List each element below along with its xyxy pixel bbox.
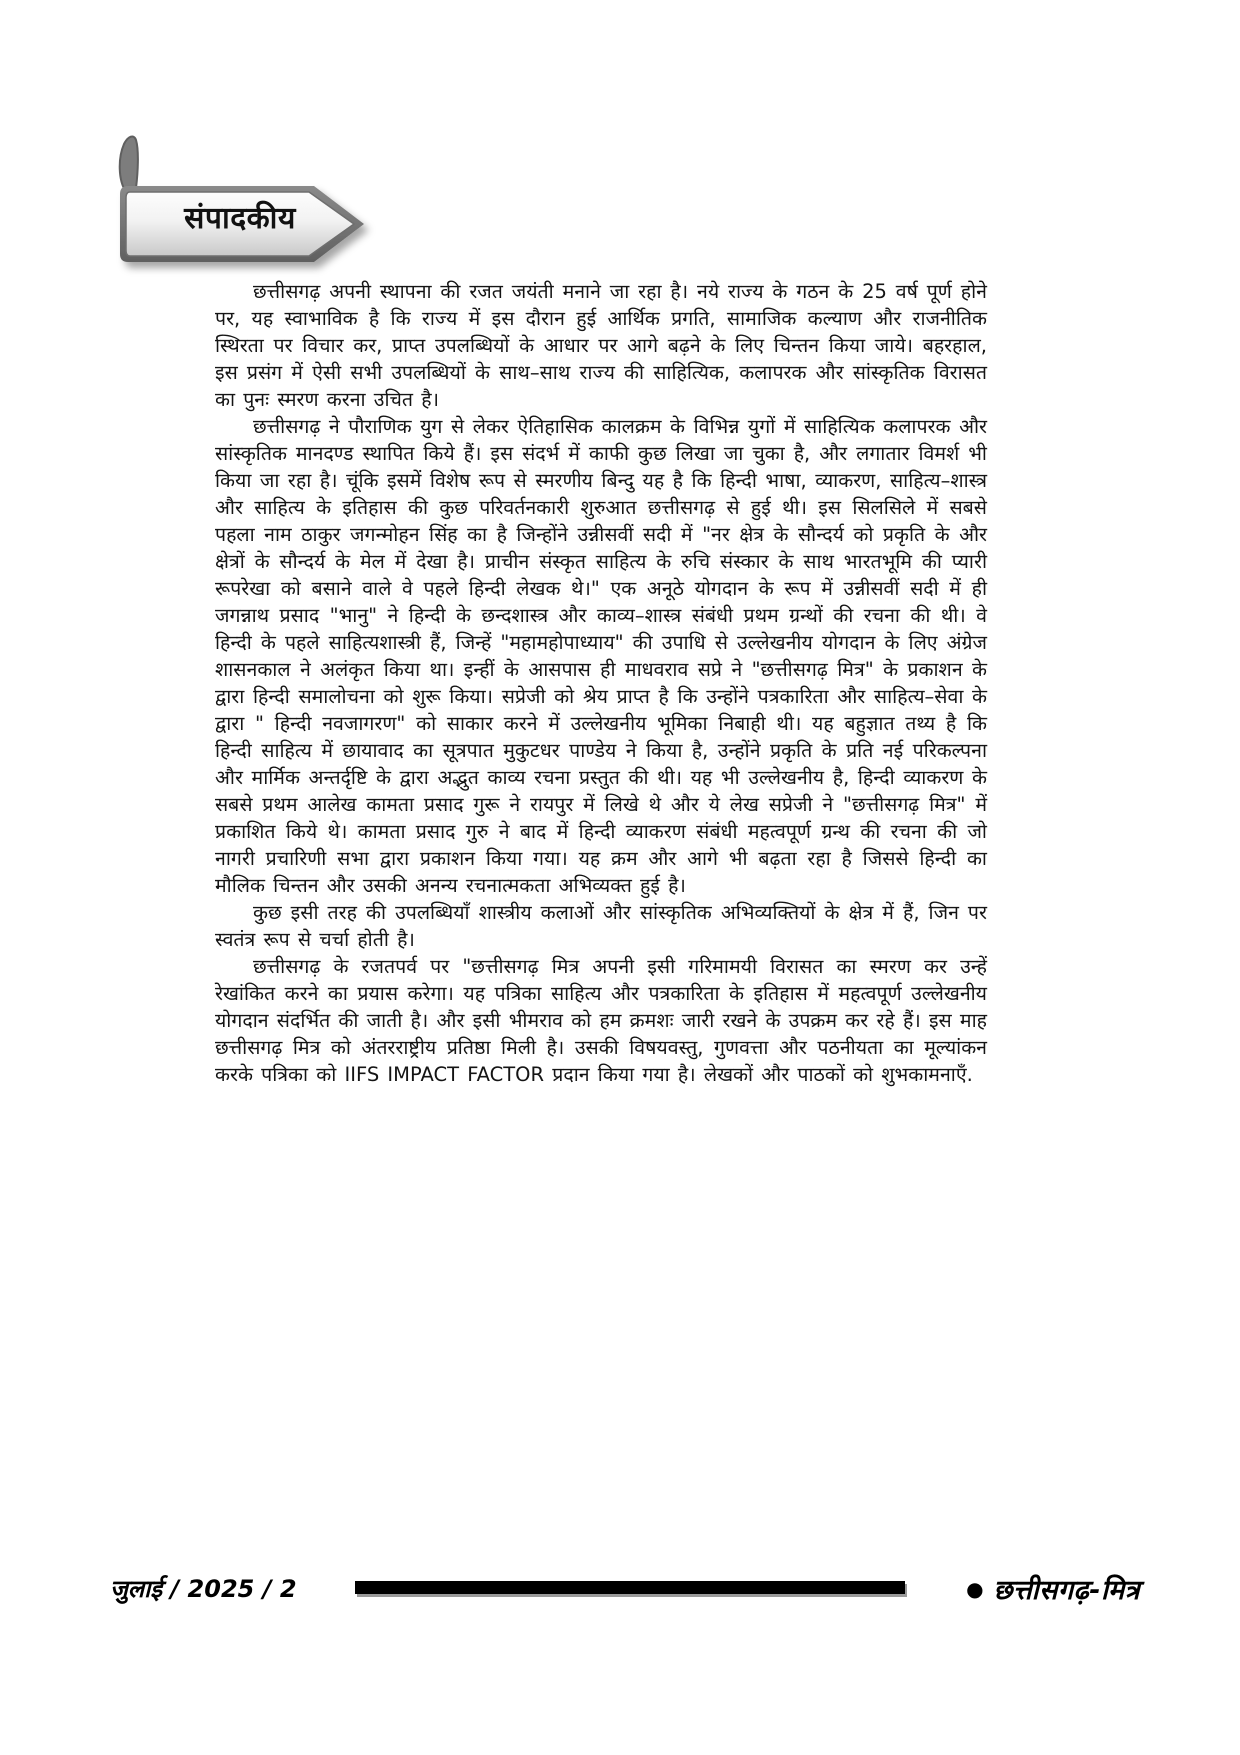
editorial-paragraph-4: छत्तीसगढ़ के रजतपर्व पर "छत्तीसगढ़ मित्र अपनी इसी गरिमामयी विरासत का स्मरण कर उन्हें रेखांकित करने का प्रयास करेगा। यह पत्रिका साहित्य और पत्रकारिता के इतिहास में महत्वपूर्ण उल्लेखनीय योगदान संदर्भित की जाती है। और इसी भीमराव को हम क्रमशः जारी रखने के उपक्रम कर रहे हैं। इस माह छत्तीसगढ़ मित्र को अंतरराष्ट्रीय प्रतिष्ठा मिली है। उसकी विषयवस्तु, गुणवत्ता और पठनीयता का मूल्यांकन करके पत्रिका को IIFS IMPACT FACTOR प्रदान किया गया है। लेखकों और पाठकों को शुभकामनाएँ. (215, 955, 987, 1086)
editorial-ribbon (112, 128, 402, 278)
footer-issue-label: जुलाई / 2025 / 2 (110, 1575, 297, 1603)
editorial-paragraph-2: छत्तीसगढ़ ने पौराणिक युग से लेकर ऐतिहासिक कालक्रम के विभिन्न युगों में साहित्यिक कलापरक और सांस्कृतिक मानदण्ड स्थापित किये हैं। इस संदर्भ में काफी कुछ लिखा जा चुका है, और लगातार विमर्श भी किया जा रहा है। चूंकि इसमें विशेष रूप से स्मरणीय बिन्दु यह है कि हिन्दी भाषा, व्याकरण, साहित्य–शास्त्र और साहित्य के इतिहास की कुछ परिवर्तनकारी शुरुआत छत्तीसगढ़ से हुई थी। इस सिलसिले में सबसे पहला नाम ठाकुर जगन्मोहन सिंह का है जिन्होंने उन्नीसवीं सदी में "नर क्षेत्र के सौन्दर्य को प्रकृति के और क्षेत्रों के सौन्दर्य के मेल में देखा है। प्राचीन संस्कृत साहित्य के रुचि संस्कार के साथ भारतभूमि की प्यारी रूपरेखा को बसाने वाले वे पहले हिन्दी लेखक थे।" एक अनूठे योगदान के रूप में उन्नीसवीं सदी में ही जगन्नाथ प्रसाद "भानु" ने हिन्दी के छन्दशास्त्र और काव्य–शास्त्र संबंधी प्रथम ग्रन्थों की रचना की थी। वे हिन्दी के पहले साहित्यशास्त्री हैं, जिन्हें "महामहोपाध्याय" की उपाधि से उल्लेखनीय योगदान के लिए अंग्रेज शासनकाल ने अलंकृत किया था। इन्हीं के आसपास ही माधवराव सप्रे ने "छत्तीसगढ़ मित्र" के प्रकाशन के द्वारा हिन्दी समालोचना को शुरू किया। सप्रेजी को श्रेय प्राप्त है कि उन्होंने पत्रकारिता और साहित्य–सेवा के द्वारा " हिन्दी नवजागरण" को साकार करने में उल्लेखनीय भूमिका निबाही थी। यह बहुज्ञात तथ्य है कि हिन्दी साहित्य में छायावाद का सूत्रपात मुकुटधर पाण्डेय ने किया है, उन्होंने प्रकृति के प्रति नई परिकल्पना और मार्मिक अन्तर्दृष्टि के द्वारा अद्भुत काव्य रचना प्रस्तुत की थी। यह भी उल्लेखनीय है, हिन्दी व्याकरण के सबसे प्रथम आलेख कामता प्रसाद गुरू ने रायपुर में लिखे थे और ये लेख सप्रेजी ने "छत्तीसगढ़ मित्र" में प्रकाशित किये थे। कामता प्रसाद गुरु ने बाद में हिन्दी व्याकरण संबंधी महत्वपूर्ण ग्रन्थ की रचना की जो नागरी प्रचारिणी सभा द्वारा प्रकाशन किया गया। यह क्रम और आगे भी बढ़ता रहा है जिससे हिन्दी का मौलिक चिन्तन और उसकी अनन्य रचनात्मकता अभिव्यक्त हुई है। (215, 415, 987, 897)
ribbon-fold (120, 137, 138, 192)
footer-magazine-title: छत्तीसगढ़-मित्र (993, 1575, 1140, 1606)
editorial-body (215, 278, 987, 1088)
footer-magazine-group (966, 1570, 1140, 1607)
footer-divider-bar (355, 1581, 905, 1594)
ribbon-label: संपादकीय (184, 201, 296, 236)
bullet-icon: ● (966, 1576, 984, 1601)
editorial-paragraph-3: कुछ इसी तरह की उपलब्धियाँ शास्त्रीय कलाओं और सांस्कृतिक अभिव्यक्तियों के क्षेत्र में हैं, जिन पर स्वतंत्र रूप से चर्चा होती है। (215, 901, 987, 951)
editorial-paragraph-1: छत्तीसगढ़ अपनी स्थापना की रजत जयंती मनाने जा रहा है। नये राज्य के गठन के 25 वर्ष पूर्ण होने पर, यह स्वाभाविक है कि राज्य में इस दौरान हुई आर्थिक प्रगति, सामाजिक कल्याण और राजनीतिक स्थिरता पर विचार कर, प्राप्त उपलब्धियों के आधार पर आगे बढ़ने के लिए चिन्तन किया जाये। बहरहाल, इस प्रसंग में ऐसी सभी उपलब्धियों के साथ–साथ राज्य की साहित्यिक, कलापरक और सांस्कृतिक विरासत का पुनः स्मरण करना उचित है। (215, 280, 987, 411)
page-footer (0, 1568, 1240, 1608)
